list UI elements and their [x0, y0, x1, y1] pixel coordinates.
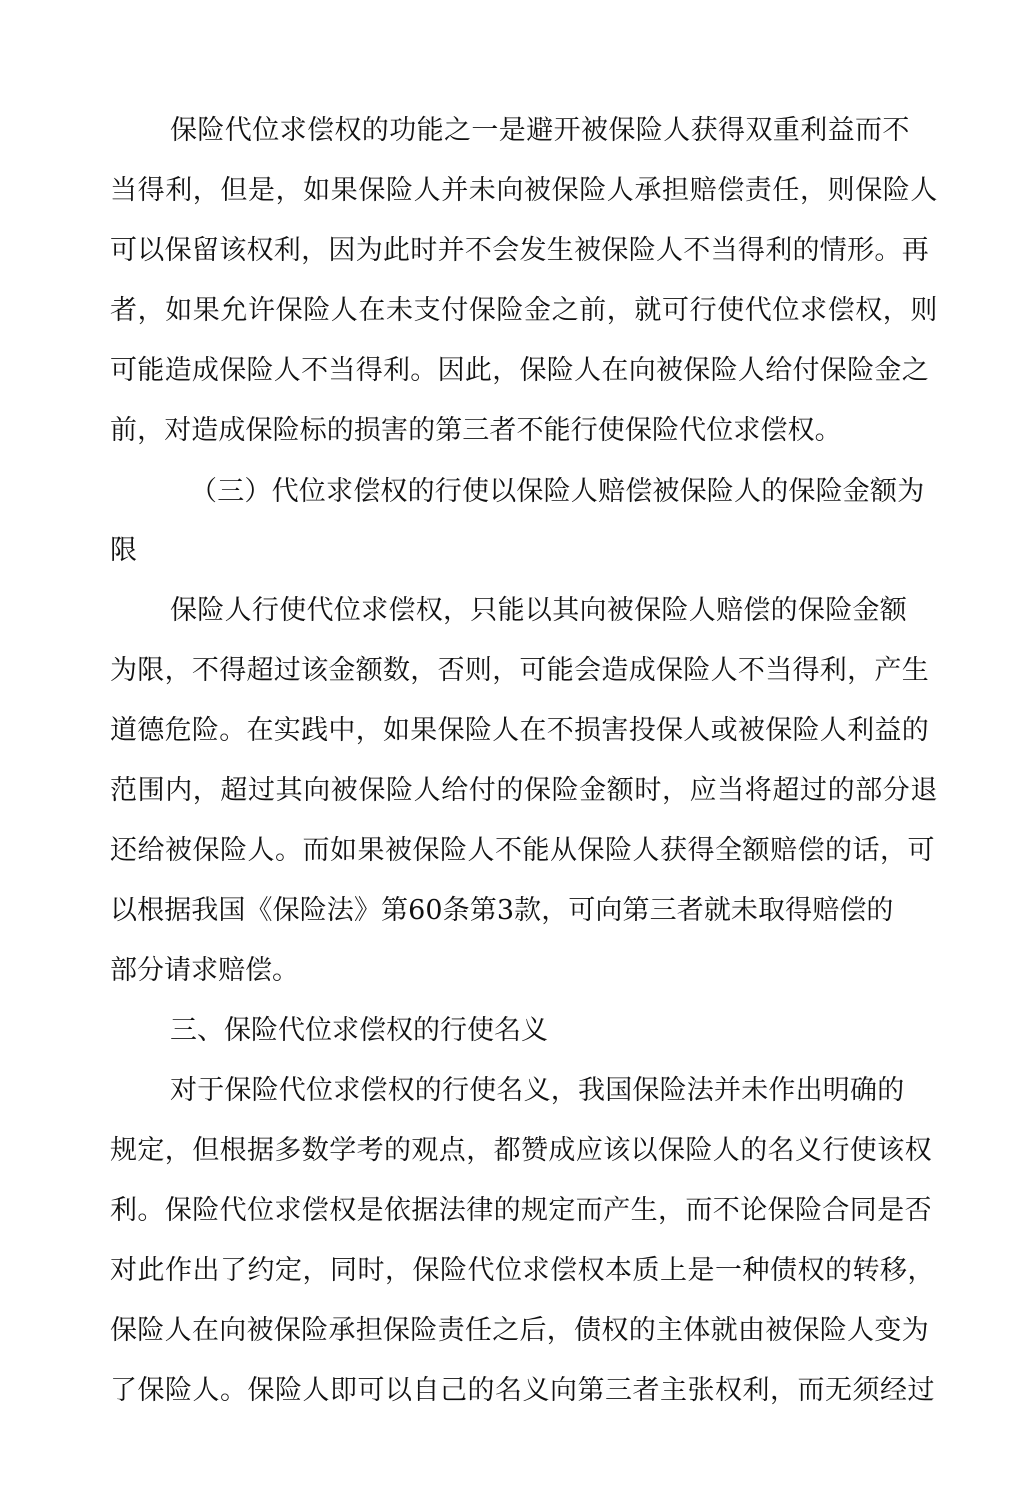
text-line: 为限，不得超过该金额数，否则，可能会造成保险人不当得利，产生 [110, 655, 929, 686]
text-line: 对此作出了约定，同时，保险代位求偿权本质上是一种债权的转移， [110, 1255, 935, 1286]
text-line: 部分请求赔偿。 [110, 955, 299, 986]
subheading-line: （三）代位求偿权的行使以保险人赔偿被保险人的保险金额为 [190, 476, 925, 507]
text-line: 道德危险。在实践中，如果保险人在不损害投保人或被保险人利益的 [110, 715, 929, 746]
text-line: 还给被保险人。而如果被保险人不能从保险人获得全额赔偿的话，可 [110, 835, 935, 866]
text-line: 前，对造成保险标的损害的第三者不能行使保险代位求偿权。 [110, 415, 842, 446]
text-line: 利。保险代位求偿权是依据法律的规定而产生，而不论保险合同是否 [110, 1195, 932, 1226]
text-line: 了保险人。保险人即可以自己的名义向第三者主张权利，而无须经过 [110, 1375, 935, 1406]
text-line: 范围内，超过其向被保险人给付的保险金额时，应当将超过的部分退 [110, 775, 938, 806]
subheading-line: 限 [110, 535, 137, 566]
section-heading: 三、保险代位求偿权的行使名义 [170, 1015, 548, 1046]
text-line: 以根据我国《保险法》第60条第3款，可向第三者就未取得赔偿的 [110, 895, 894, 926]
text-line: 保险人在向被保险承担保险责任之后，债权的主体就由被保险人变为 [110, 1315, 929, 1346]
text-line: 规定，但根据多数学考的观点，都赞成应该以保险人的名义行使该权 [110, 1135, 932, 1166]
text-line: 对于保险代位求偿权的行使名义，我国保险法并未作出明确的 [170, 1075, 905, 1106]
text-line: 可以保留该权利，因为此时并不会发生被保险人不当得利的情形。再 [110, 235, 929, 266]
text-line: 可能造成保险人不当得利。因此，保险人在向被保险人给付保险金之 [110, 355, 929, 386]
text-line: 当得利，但是，如果保险人并未向被保险人承担赔偿责任，则保险人 [110, 175, 938, 206]
text-line: 者，如果允许保险人在未支付保险金之前，就可行使代位求偿权，则 [110, 295, 938, 326]
text-line: 保险人行使代位求偿权，只能以其向被保险人赔偿的保险金额 [170, 595, 908, 626]
text-line: 保险代位求偿权的功能之一是避开被保险人获得双重利益而不 [170, 115, 910, 146]
